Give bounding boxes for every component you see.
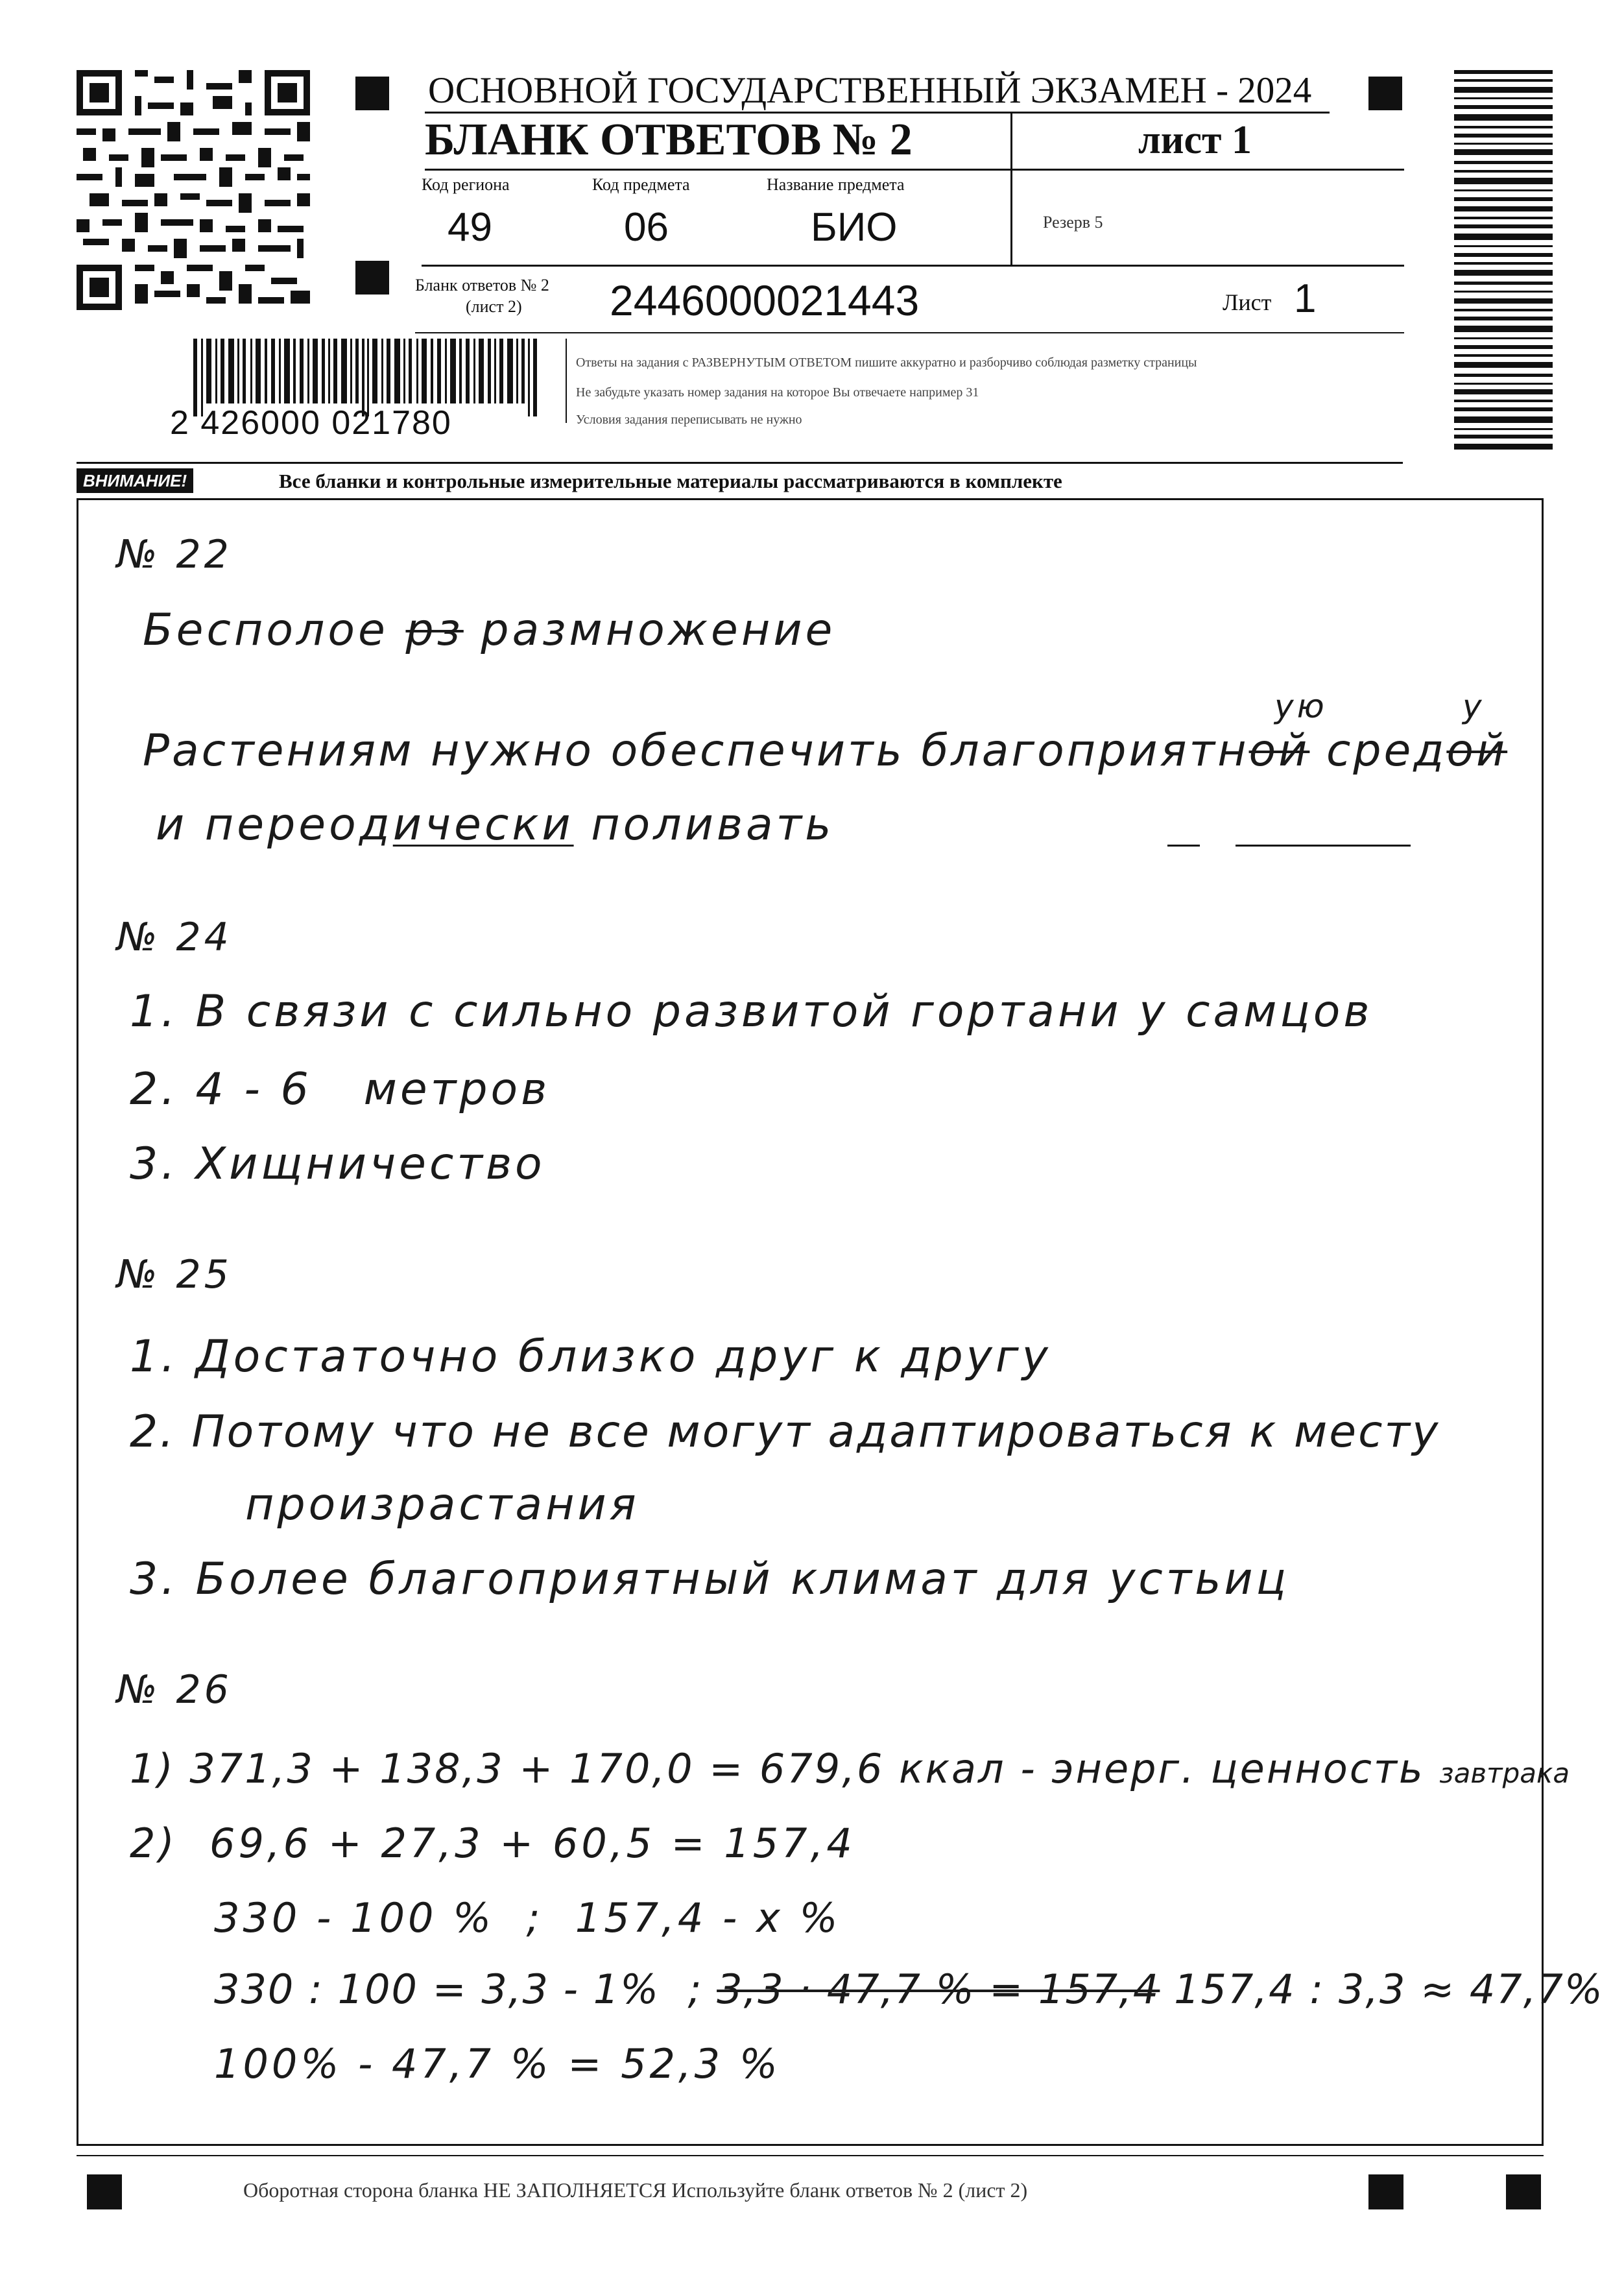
subject-code-value: 06 [624,205,669,250]
task-26-line-2: 2) 69,6 + 27,3 + 60,5 = 157,4 [130,1820,855,1867]
task-25-line-2: 2. Потому что не все могут адаптироваться к месту [130,1406,1440,1458]
sheet-number: 1 [1294,276,1317,321]
header-line-3 [422,265,1404,267]
task-22-dash-2 [1236,845,1411,847]
sheet-title: лист 1 [1138,118,1252,162]
task-22-line-2 [143,725,1507,776]
instructions-divider [566,339,567,423]
task-22-line-1-b: размножение [481,605,836,656]
task-24-number: № 24 [117,915,232,960]
footer-note: Оборотная сторона бланка НЕ ЗАПОЛНЯЕТСЯ Используйте бланк ответов № 2 (лист 2) [243,2178,1028,2202]
task-22-line-1-struck: рз [405,605,464,656]
task-22-line-1 [143,605,835,656]
task-22-line-1-a: Бесполое [143,605,388,656]
task-26-line-1 [130,1745,1570,1792]
reserve-label: Резерв 5 [1043,213,1103,232]
subject-name-value: БИО [811,205,898,250]
task-24-line-2: 2. 4 - 6 метров [130,1064,551,1115]
instruction-line-3: Условия задания переписывать не нужно [576,413,802,427]
anchor-marker-bottom-mid [1368,2174,1403,2209]
task-22-line-3 [156,799,834,850]
exam-title-underline [425,112,1330,114]
anchor-marker-bottom-right [1506,2174,1541,2209]
task-26-line-1-main: 1) 371,3 + 138,3 + 170,0 = 679,6 ккал - энерг. ценность [130,1745,1425,1792]
header-divider-vertical [1010,113,1012,266]
side-barcode [1454,70,1553,453]
task-26-line-4-a: 330 : 100 = 3,3 - 1% ; [214,1966,703,2013]
task-22-insert-1: ую [1274,688,1328,725]
barcode-number: 2 426000 021780 [170,404,452,442]
task-25-line-2b: произрастания [245,1479,639,1530]
header-line-2 [425,169,1404,171]
region-label: Код региона [422,175,510,194]
header-line-4 [415,332,1404,333]
task-22-number: № 22 [117,532,232,577]
task-26-line-4-b: 157,4 : 3,3 ≈ 47,7% [1174,1966,1604,2013]
instruction-line-2: Не забудьте указать номер задания на которое Вы отвечаете например 31 [576,385,979,400]
subject-name-label: Название предмета [767,175,905,194]
task-26-line-4-struck: 3,3 · 47,7 % = 157,4 [717,1966,1160,2013]
form-title: БЛАНК ОТВЕТОВ № 2 [425,115,913,165]
task-26-line-3: 330 - 100 % ; 157,4 - x % [214,1894,841,1942]
task-25-line-3: 3. Более благоприятный климат для устьиц [130,1554,1289,1605]
warning-text: Все бланки и контрольные измерительные материалы рассматриваются в комплекте [279,470,1062,492]
task-22-line-2-struck-1: ой [1248,725,1310,776]
subject-code-label: Код предмета [592,175,690,194]
task-24-line-1: 1. В связи с сильно развитой гортани у самцов [130,986,1373,1037]
form-ref-label-2: (лист 2) [466,297,522,316]
task-22-line-3-b: ически [392,799,574,850]
task-26-number: № 26 [117,1667,232,1713]
anchor-marker-top-left [355,77,389,110]
anchor-marker-bottom-left [87,2174,122,2209]
form-ref-number: 2446000021443 [610,276,920,324]
task-26-line-5: 100% - 47,7 % = 52,3 % [214,2040,781,2087]
footer-line [77,2155,1544,2156]
anchor-marker-top-right [1368,77,1402,110]
sheet-label: Лист [1223,289,1272,315]
task-22-line-2-b: сред [1326,725,1447,776]
warning-badge: ВНИМАНИЕ! [77,468,193,493]
qr-code [77,70,310,310]
anchor-marker-mid-left [355,261,389,295]
instruction-line-1: Ответы на задания с РАЗВЕРНУТЫМ ОТВЕТОМ пишите аккуратно и разборчиво соблюдая разметку страницы [576,355,1197,370]
exam-title: ОСНОВНОЙ ГОСУДАРСТВЕННЫЙ ЭКЗАМЕН - 2024 [428,70,1312,111]
task-25-number: № 25 [117,1252,232,1297]
form-ref-label-1: Бланк ответов № 2 [415,276,549,295]
task-25-line-1: 1. Достаточно близко друг к другу [130,1331,1051,1382]
task-22-dash-1 [1167,845,1200,847]
region-value: 49 [448,205,492,250]
task-22-line-2-struck-2: ой [1446,725,1508,776]
task-24-line-3: 3. Хищничество [130,1138,545,1190]
header-bottom-line [77,462,1403,464]
task-22-line-2-a: Растениям нужно обеспечить благоприятн [143,725,1249,776]
task-22-insert-2: у [1463,688,1485,725]
task-26-line-4 [214,1966,1604,2013]
task-22-line-3-c: поливать [591,799,835,850]
task-26-line-1-end: завтрака [1439,1757,1570,1789]
task-22-line-3-a: и переод [156,799,393,850]
